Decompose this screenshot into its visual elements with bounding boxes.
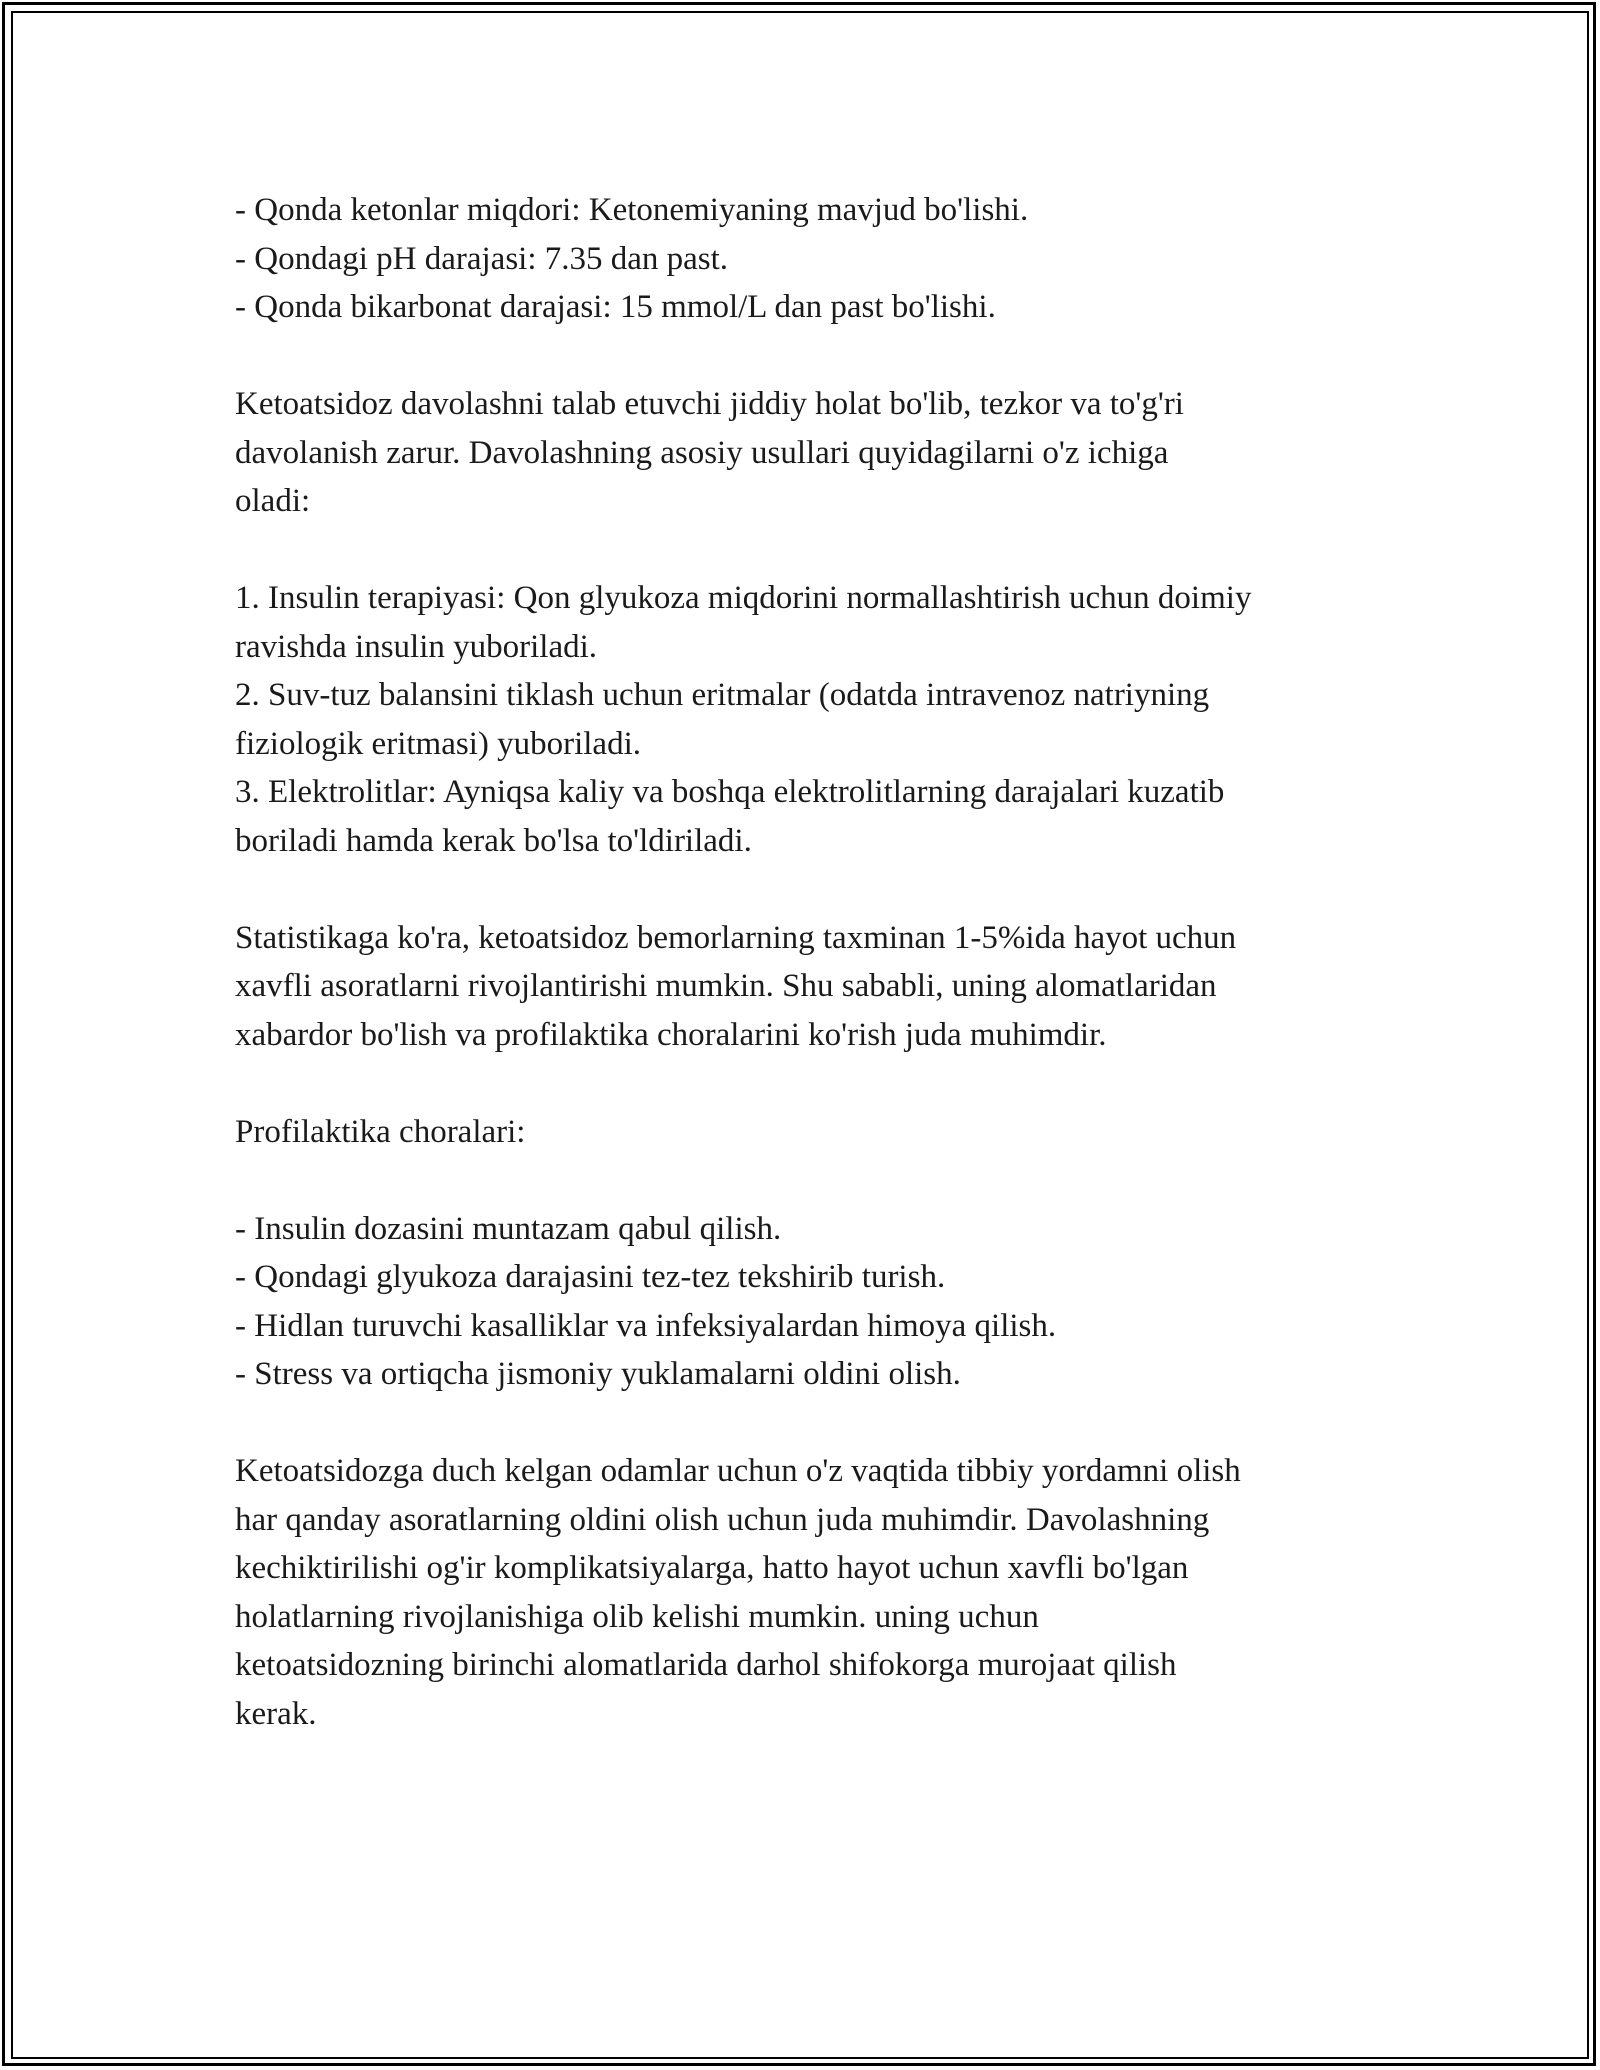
list-item: ravishda insulin yuboriladi. [235,628,598,665]
paragraph-line: har qanday asoratlarning oldini olish uchun juda muhimdir. Davolashning [235,1501,1210,1538]
paragraph-line: Ketoatsidoz davolashni talab etuvchi jiddiy holat bo'lib, tezkor va to'g'ri [235,386,1184,422]
paragraph-line: kerak. [235,1695,317,1732]
list-item: - Stress va ortiqcha jismoniy yuklamalarni oldini olish. [235,1356,961,1392]
list-item: - Hidlan turuvchi kasalliklar va infeksiyalardan himoya qilish. [235,1307,1057,1344]
paragraph-gap [235,526,1385,575]
paragraph-gap [235,332,1385,381]
list-item: - Qondagi glyukoza darajasini tez-tez tekshirib turish. [235,1259,946,1295]
prevention-list [235,1205,1385,1399]
section-heading: Profilaktika choralari: [235,1113,526,1150]
list-item: 3. Elektrolitlar: Ayniqsa kaliy va boshqa elektrolitlarning darajalari kuzatib [235,774,1225,810]
statistics-paragraph [235,914,1385,1060]
treatment-list [235,574,1385,865]
paragraph-line: Ketoatsidozga duch kelgan odamlar uchun o'z vaqtida tibbiy yordamni olish [235,1453,1241,1489]
document-body [235,186,1385,1738]
paragraph-line: xabardor bo'lish va profilaktika choralarini ko'rish juda muhimdir. [235,1016,1107,1053]
list-item: - Qonda ketonlar miqdori: Ketonemiyaning mavjud bo'lishi. [235,192,1029,228]
paragraph-line: holatlarning rivojlanishiga olib kelishi mumkin. uning uchun [235,1598,1039,1635]
list-item: fiziologik eritmasi) yuboriladi. [235,725,641,762]
list-item: 1. Insulin terapiyasi: Qon glyukoza miqdorini normallashtirish uchun doimiy [235,580,1252,616]
paragraph-line: xavfli asoratlarni rivojlantirishi mumkin. Shu sababli, uning alomatlaridan [235,968,1217,1004]
paragraph-line: ketoatsidozning birinchi alomatlarida darhol shifokorga murojaat qilish [235,1647,1177,1683]
paragraph-line: davolanish zarur. Davolashning asosiy usullari quyidagilarni o'z ichiga [235,434,1169,471]
paragraph-line: kechiktirilishi og'ir komplikatsiyalarga, hatto hayot uchun xavfli bo'lgan [235,1550,1189,1586]
paragraph-gap [235,865,1385,914]
paragraph-line: oladi: [235,483,311,519]
prevention-heading [235,1108,1385,1157]
list-item: - Qonda bikarbonat darajasi: 15 mmol/L dan past bo'lishi. [235,289,996,325]
list-item: - Qondagi pH darajasi: 7.35 dan past. [235,240,729,277]
list-item: boriladi hamda kerak bo'lsa to'ldiriladi. [235,822,752,859]
treatment-intro-paragraph [235,380,1385,526]
paragraph-gap [235,1399,1385,1448]
conclusion-paragraph [235,1447,1385,1738]
list-item: 2. Suv-tuz balansini tiklash uchun eritmalar (odatda intravenoz natriyning [235,677,1210,713]
paragraph-gap [235,1156,1385,1205]
lab-criteria-list [235,186,1385,332]
paragraph-gap [235,1059,1385,1108]
list-item: - Insulin dozasini muntazam qabul qilish. [235,1210,782,1247]
paragraph-line: Statistikaga ko'ra, ketoatsidoz bemorlarning taxminan 1-5%ida hayot uchun [235,919,1237,956]
